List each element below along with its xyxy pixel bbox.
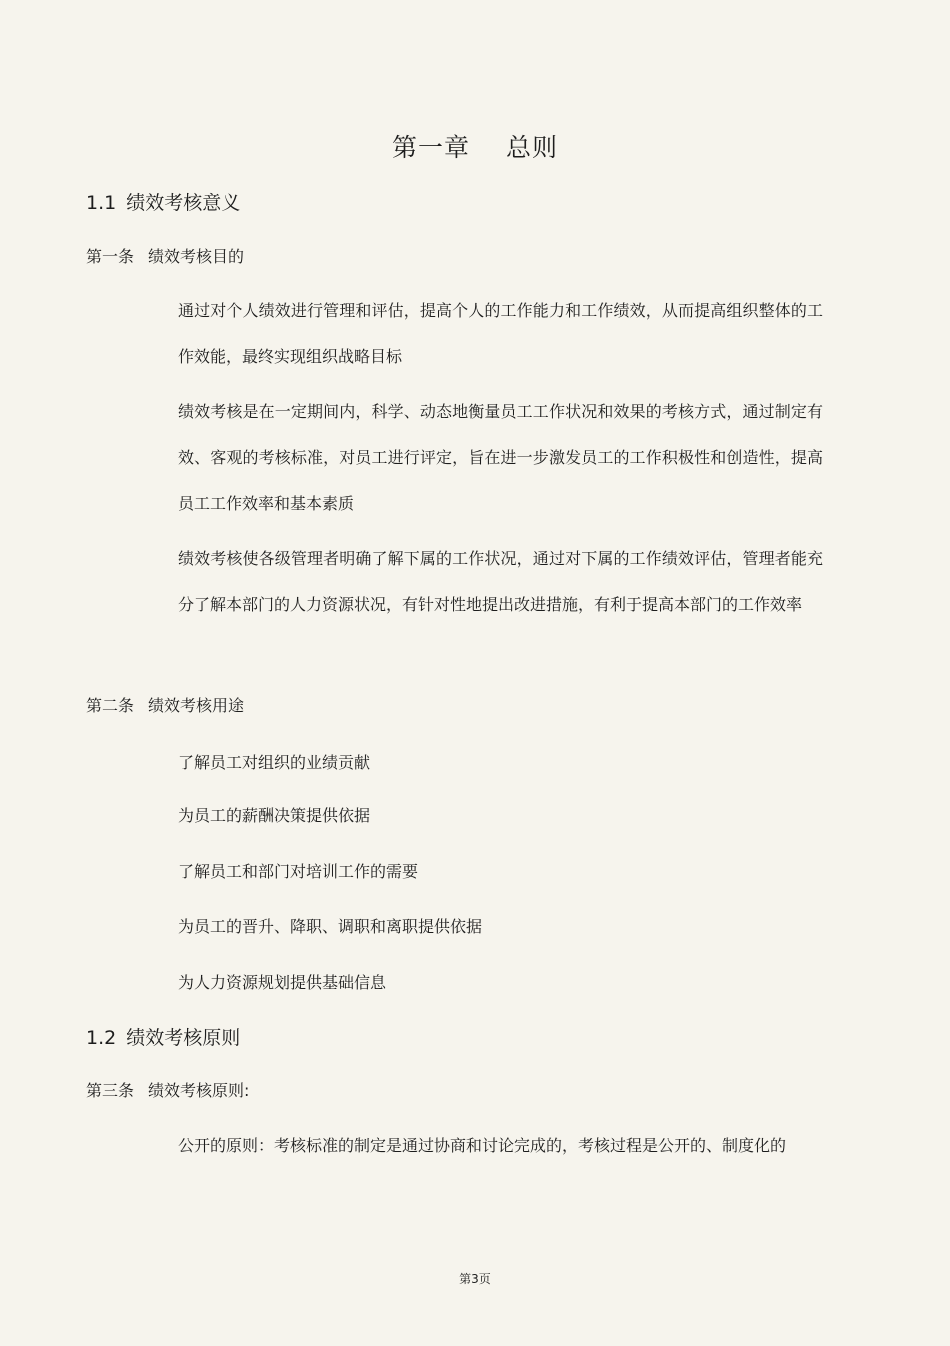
article-number: 第一条 (86, 247, 135, 266)
article-title: 绩效考核用途 (148, 696, 245, 715)
article-heading-3 (86, 1078, 249, 1101)
article-heading-1 (86, 244, 244, 267)
list-item: 为员工的薪酬决策提供依据 (178, 806, 371, 825)
page-number: 第3页 (459, 1272, 491, 1286)
section-title: 绩效考核意义 (126, 192, 241, 214)
section-heading-1-2 (86, 1023, 240, 1050)
section-number: 1.1 (86, 192, 117, 214)
section-number: 1.2 (86, 1027, 117, 1049)
list-item: 了解员工和部门对培训工作的需要 (178, 862, 419, 881)
chapter-title (0, 128, 950, 164)
article-title: 绩效考核原则: (148, 1081, 250, 1100)
chapter-name: 总则 (506, 133, 559, 162)
paragraph: 绩效考核是在一定期间内，科学、动态地衡量员工工作状况和效果的考核方式，通过制定有效、客观的考核标准，对员工进行评定，旨在进一步激发员工的工作积极性和创造性，提高员工工作效率和基本素质 (178, 402, 823, 513)
paragraph: 公开的原则：考核标准的制定是通过协商和讨论完成的，考核过程是公开的、制度化的 (178, 1136, 787, 1155)
chapter-number: 第一章 (391, 133, 470, 162)
paragraph: 绩效考核使各级管理者明确了解下属的工作状况，通过对下属的工作绩效评估，管理者能充分了解本部门的人力资源状况，有针对性地提出改进措施，有利于提高本部门的工作效率 (178, 549, 823, 614)
section-heading-1-1 (86, 188, 240, 215)
list-item: 了解员工对组织的业绩贡献 (178, 753, 371, 772)
list-item: 为人力资源规划提供基础信息 (178, 973, 387, 992)
article-heading-2 (86, 693, 244, 716)
article-number: 第二条 (86, 696, 135, 715)
list-item: 为员工的晋升、降职、调职和离职提供依据 (178, 917, 483, 936)
article-title: 绩效考核目的 (148, 247, 245, 266)
article-number: 第三条 (86, 1081, 135, 1100)
section-title: 绩效考核原则 (126, 1027, 241, 1049)
paragraph: 通过对个人绩效进行管理和评估，提高个人的工作能力和工作绩效，从而提高组织整体的工作效能，最终实现组织战略目标 (178, 301, 823, 366)
